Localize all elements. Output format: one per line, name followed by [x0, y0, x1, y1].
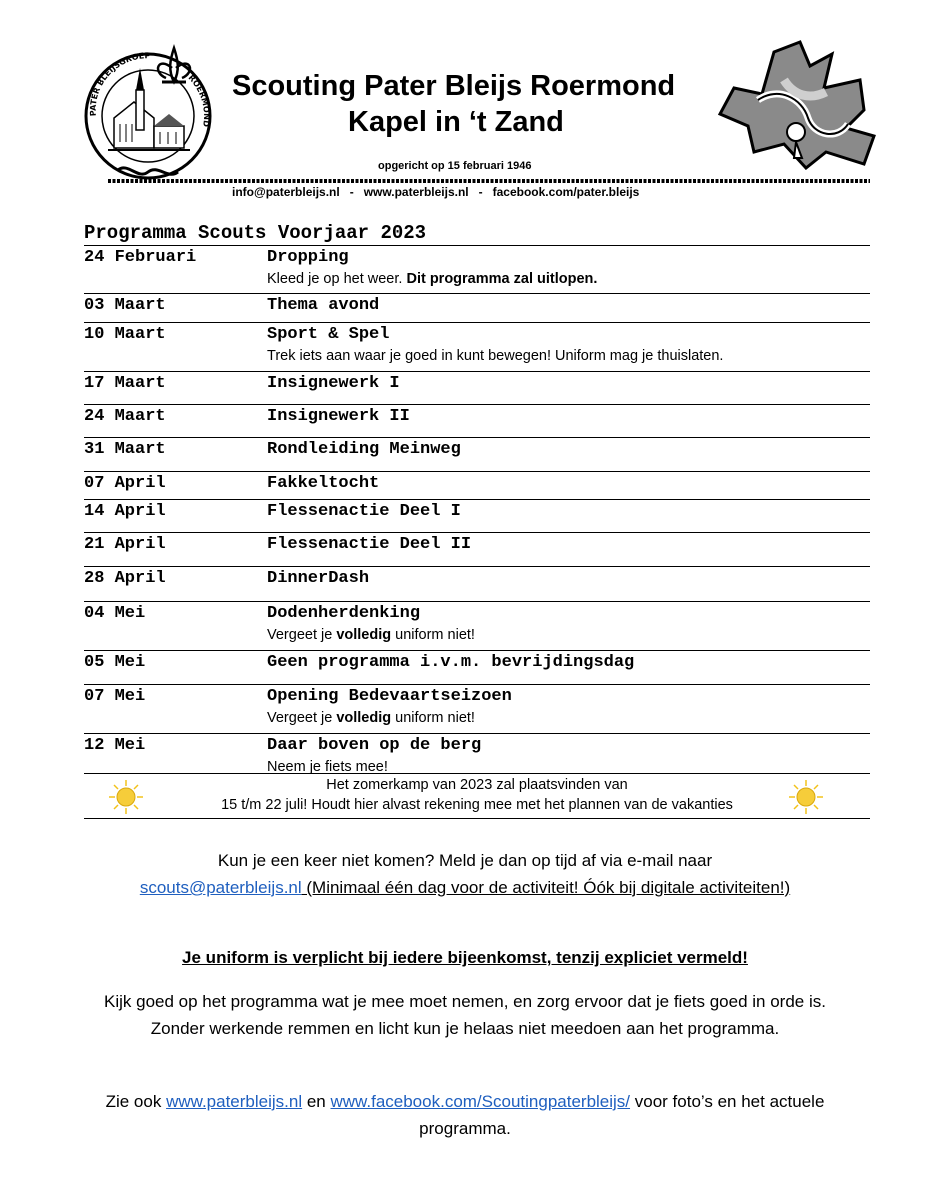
table-row: [84, 532, 870, 566]
table-row: [84, 650, 870, 684]
row-activity: Flessenactie Deel I: [267, 502, 461, 521]
row-date: 10 Maart: [84, 325, 166, 344]
row-activity: Rondleiding Meinweg: [267, 440, 461, 459]
row-activity: Dodenherdenking: [267, 604, 421, 623]
contact-info: info@paterbleijs.nl - www.paterbleijs.nl - facebook.com/pater.bleijs: [232, 185, 640, 199]
row-activity: Insignewerk II: [267, 407, 410, 426]
table-row: [84, 404, 870, 437]
table-row: [84, 371, 870, 404]
row-note: Vergeet je volledig uniform niet!: [267, 627, 475, 643]
scouts-email-link[interactable]: scouts@paterbleijs.nl: [139, 878, 302, 897]
table-row: [84, 293, 870, 322]
row-date: 07 Mei: [84, 687, 146, 706]
bike-notice: Kijk goed op het programma wat je mee moet nemen, en zorg ervoor dat je fiets goed in orde is. Zonder werkende remmen en licht kun je helaas niet meedoen aan het programma.: [104, 992, 826, 1038]
table-row: [84, 684, 870, 733]
row-date: 03 Maart: [84, 296, 166, 315]
row-activity: Dropping: [267, 248, 349, 267]
row-date: 24 Maart: [84, 407, 166, 426]
row-activity: Fakkeltocht: [267, 474, 380, 493]
program-title: Programma Scouts Voorjaar 2023: [84, 222, 427, 244]
row-date: 24 Februari: [84, 248, 197, 267]
organization-subtitle: Kapel in ‘t Zand: [348, 106, 564, 138]
table-row: [84, 245, 870, 293]
table-row: [84, 499, 870, 532]
row-activity: Flessenactie Deel II: [267, 535, 472, 554]
row-activity: Daar boven op de berg: [267, 736, 482, 755]
founded-date: opgericht op 15 februari 1946: [378, 160, 532, 172]
row-activity: Sport & Spel: [267, 325, 390, 344]
website-link[interactable]: www.paterbleijs.nl: [166, 1092, 303, 1111]
rope-divider: [108, 178, 870, 184]
row-date: 28 April: [84, 569, 166, 588]
row-activity: Geen programma i.v.m. bevrijdingsdag: [267, 653, 635, 672]
table-row: [84, 471, 870, 499]
camp-line-1: Het zomerkamp van 2023 zal plaatsvinden van: [326, 777, 628, 793]
absence-notice: Kun je een keer niet komen? Meld je dan op tijd af via e-mail naar scouts@paterbleijs.nl (Minimaal één dag voor de activiteit! Óók bij digitale activiteiten!): [139, 851, 791, 897]
row-note: Vergeet je volledig uniform niet!: [267, 710, 475, 726]
uniform-notice: Je uniform is verplicht bij iedere bijeenkomst, tenzij expliciet vermeld!: [182, 948, 748, 967]
row-date: 04 Mei: [84, 604, 146, 623]
table-row: [84, 322, 870, 371]
logo-text-right: ROERMOND: [186, 73, 212, 128]
logo-text-top: PATER BLEIJSGROEP: [88, 51, 151, 117]
row-note: Kleed je op het weer. Dit programma zal uitlopen.: [267, 271, 598, 287]
camp-line-2: 15 t/m 22 juli! Houdt hier alvast rekening mee met het plannen van de vakanties: [221, 797, 733, 813]
row-date: 21 April: [84, 535, 166, 554]
table-row: [84, 437, 870, 471]
row-date: 12 Mei: [84, 736, 146, 755]
table-row: [84, 566, 870, 601]
row-date: 17 Maart: [84, 374, 166, 393]
row-date: 05 Mei: [84, 653, 146, 672]
scouting-emblem-logo: [714, 40, 886, 170]
program-table: [84, 245, 870, 779]
row-date: 14 April: [84, 502, 166, 521]
table-row: [84, 601, 870, 650]
facebook-link[interactable]: www.facebook.com/Scoutingpaterbleijs/: [330, 1092, 631, 1111]
row-date: 31 Maart: [84, 440, 166, 459]
row-activity: Opening Bedevaartseizoen: [267, 687, 512, 706]
row-activity: Insignewerk I: [267, 374, 400, 393]
see-also-notice: Zie ook www.paterbleijs.nl en www.facebook.com/Scoutingpaterbleijs/ voor foto’s en het actuele programma.: [105, 1092, 825, 1138]
row-activity: Thema avond: [267, 296, 380, 315]
group-emblem-logo: [78, 38, 226, 188]
row-note: Neem je fiets mee!: [267, 759, 388, 775]
row-note: Trek iets aan waar je goed in kunt bewegen! Uniform mag je thuislaten.: [267, 348, 724, 364]
row-date: 07 April: [84, 474, 166, 493]
row-activity: DinnerDash: [267, 569, 370, 588]
summer-camp-notice: [84, 773, 870, 819]
organization-title: Scouting Pater Bleijs Roermond: [232, 70, 676, 102]
